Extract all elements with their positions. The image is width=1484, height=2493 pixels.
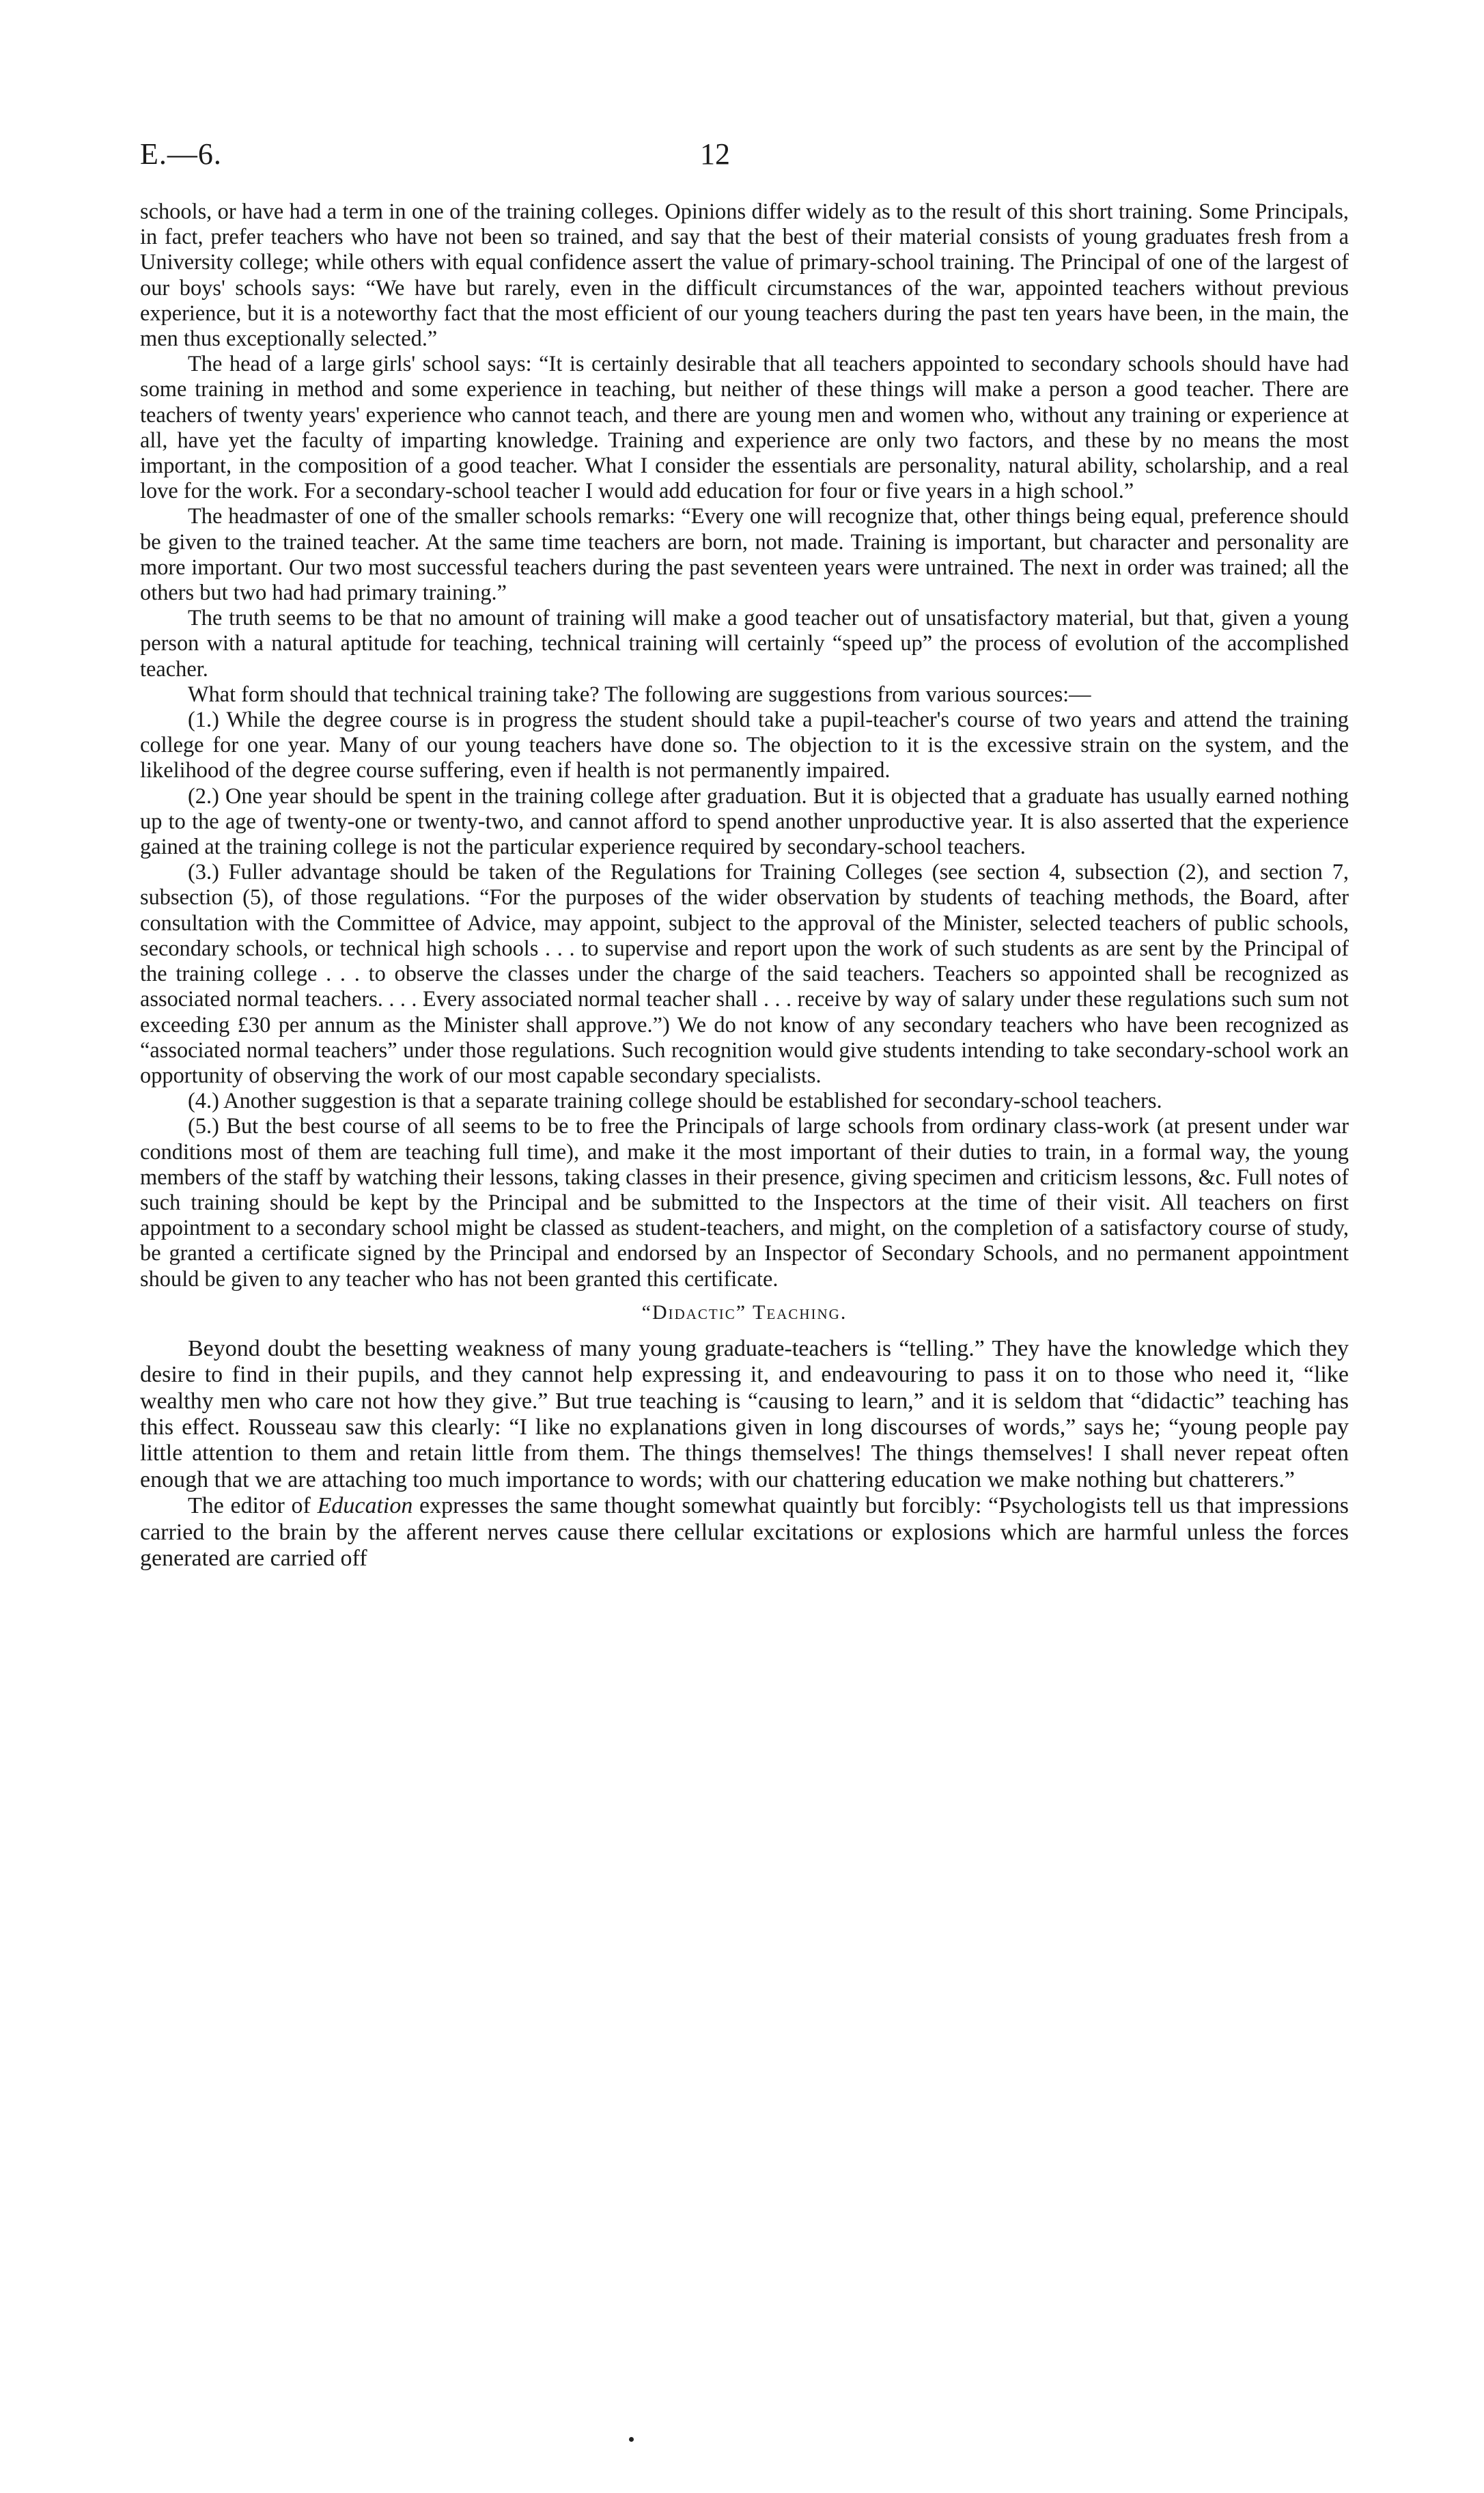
paragraph: (1.) While the degree course is in progress the student should take a pupil-teacher's course of two years and attend the training college for one year. Many of our young teachers have done so. The objection to it is the excessive strain on the system, and the likelihood of the degree course suffering, even if health is not permanently impaired. [140,708,1349,783]
page-number: 12 [700,137,730,171]
page-mark [629,2437,634,2442]
main-text [140,199,1349,1292]
paragraph-text: expresses the same thought somewhat quaintly but forcibly: “Psychologists tell us that impressions carried to the brain by the afferent nerves cause there cellular excitations or explosions which are harmful unless the forces generated are carried off [140,1493,1349,1571]
paragraph: (4.) Another suggestion is that a separate training college should be established for secondary-school teachers. [188,1089,1162,1114]
paragraph-text: The editor of [188,1493,318,1519]
paragraph: The headmaster of one of the smaller schools remarks: “Every one will recognize that, other things being equal, preference should be given to the trained teacher. At the same time teachers are born, not made. Training is important, but character and personality are more important. Our two most successful teachers during the past seventeen years were untrained. The next in order was trained; all the others but two had had primary training.” [140,504,1349,606]
paragraph: schools, or have had a term in one of the training colleges. Opinions differ widely as to the result of this short training. Some Principals, in fact, prefer teachers who have not been so trained, and say that the best of their material consists of young graduates fresh from a University college; while others with equal confidence assert the value of primary-school training. The Principal of one of the largest of our boys' schools says: “We have but rarely, even in the difficult circumstances of the war, appointed teachers without previous experience, but it is a noteworthy fact that the most efficient of our young teachers during the past ten years have been, in the main, the men thus exceptionally selected.” [140,199,1349,352]
paragraph: (2.) One year should be spent in the training college after graduation. But it is objected that a graduate has usually earned nothing up to the age of twenty-one or twenty-two, and cannot afford to spend another unproductive year. It is also asserted that the experience gained at the training college is not the particular experience required by secondary-school teachers. [140,783,1349,860]
paragraph: (3.) Fuller advantage should be taken of the Regulations for Training Colleges (see section 4, subsection (2), and section 7, subsection (5), of those regulations. “For the purposes of the wider observation by students of teaching methods, the Board, after consultation with the Committee of Advice, may appoint, subject to the approval of the Minister, selected teachers of public schools, secondary schools, or technical high schools . . . to supervise and report upon the work of such students as are sent by the Principal of the training college . . . to observe the classes under the charge of the said teachers. Teachers so appointed shall be recognized as associated normal teachers. . . . Every associated normal teacher shall . . . receive by way of salary under these regulations such sum not exceeding £30 per annum as the Minister shall approve.”) We do not know of any secondary teachers who have been recognized as “associated normal teachers” under those regulations. Such recognition would give students intending to take secondary-school work an opportunity of observing the work of our most capable secondary specialists. [140,860,1349,1088]
document-reference: E.—6. [140,137,222,171]
paragraph: The head of a large girls' school says: “It is certainly desirable that all teachers appointed to secondary schools should have had some training in method and some experience in teaching, but neither of these things will make a person a good teacher. There are teachers of twenty years' experience who cannot teach, and there are young men and women who, without any training or experience at all, have yet the faculty of imparting knowledge. Training and experience are only two factors, and these by no means the most important, in the composition of a good teacher. What I consider the essentials are personality, natural ability, scholarship, and a real love for the work. For a secondary-school teacher I would add education for four or five years in a high school.” [140,352,1349,504]
document-page [140,137,1349,1572]
paragraph: (5.) But the best course of all seems to be to free the Principals of large schools from ordinary class-work (at present under war conditions most of them are teaching full time), and make it the most important of their duties to train, in a formal way, the young members of the staff by watching their lessons, taking classes in their presence, giving specimen and criticism lessons, &c. Full notes of such training should be kept by the Principal and be submitted to the Inspectors at the time of their visit. All teachers on first appointment to a secondary school might be classed as student-teachers, and might, on the completion of a satisfactory course of study, be granted a certificate signed by the Principal and endorsed by an Inspector of Secondary Schools, and no permanent appointment should be given to any teacher who has not been granted this certificate. [140,1114,1349,1292]
paragraph: The truth seems to be that no amount of training will make a good teacher out of unsatisfactory material, but that, given a young person with a natural aptitude for teaching, technical training will certainly “speed up” the process of evolution of the accomplished teacher. [140,606,1349,682]
section-text [140,1336,1349,1572]
paragraph: Beyond doubt the besetting weakness of many young graduate-teachers is “telling.” They have the knowledge which they desire to find in their pupils, and they cannot help expressing it, and endeavouring to pass it on to those who need it, “like wealthy men who care not how they give.” But true teaching is “causing to learn,” and it is seldom that “didactic” teaching has this effect. Rousseau saw this clearly: “I like no explanations given in long discourses of words,” says he; “young people pay little attention to them and retain little from them. The things themselves! The things themselves! I shall never repeat often enough that we are attaching too much importance to words; with our chattering education we make nothing but chatterers.” [140,1335,1349,1492]
paragraph [140,1493,1349,1572]
page-header [140,137,1349,191]
paragraph: What form should that technical training take? The following are suggestions from various sources:— [188,682,1091,707]
journal-title: Education [317,1493,413,1519]
section-heading: “Didactic” Teaching. [641,1300,848,1324]
